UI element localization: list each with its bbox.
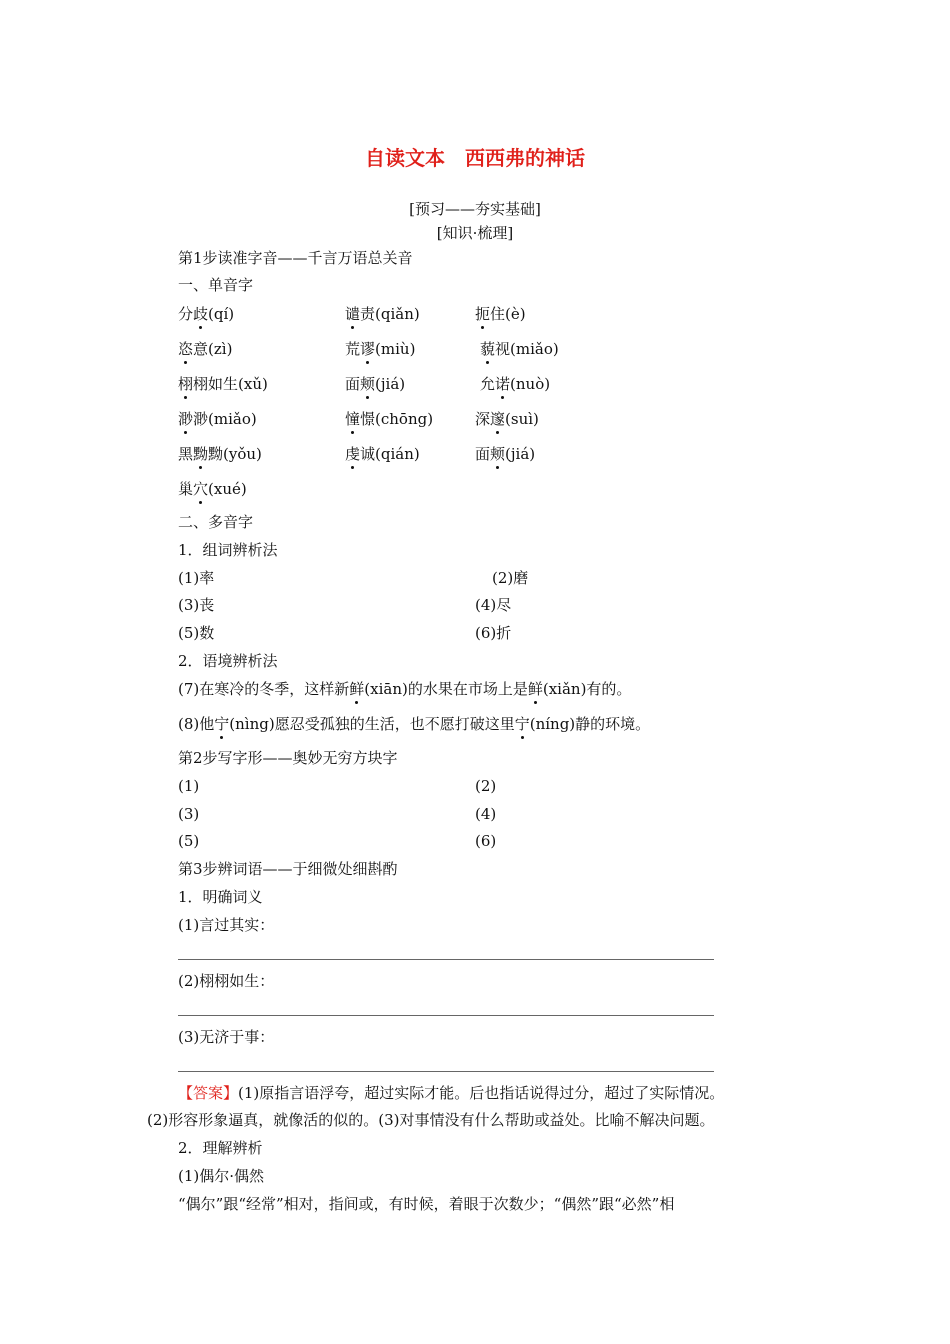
step3-heading: 第3步辨词语——于细微处细斟酌 [178,860,398,878]
multi-item: (1)率 [178,569,215,587]
sound-item: 分歧(qí) [178,305,235,323]
multi-item: (2)磨 [492,569,529,587]
single-sound-heading: 一、单音字 [178,276,254,294]
compare-text: “偶尔”跟“经常”相对，指间或，有时候，着眼于次数少；“偶然”跟“必然”相 [178,1195,675,1213]
sound-item: 巢穴(xué) [178,480,247,498]
compare-title: 2．理解辨析 [178,1139,263,1157]
step2-item: (3) [178,805,200,823]
multi-item: (6)折 [475,624,512,642]
sound-item: 渺渺(miǎo) [178,410,257,428]
method2-title: 2．语境辨析法 [178,652,278,670]
context-sentence: (7)在寒冷的冬季，这样新鲜(xiān)的水果在市场上是鲜(xiǎn)有的。 [178,680,632,698]
step2-heading: 第2步写字形——奥妙无穷方块字 [178,749,398,767]
answer-line: (2)形容形象逼真，就像活的似的。(3)对事情没有什么帮助或益处。比喻不解决问题。 [147,1111,715,1129]
define-item: (3)无济于事： [178,1028,275,1046]
multi-item: (5)数 [178,624,215,642]
multi-item: (3)丧 [178,596,215,614]
answer-tag: 【答案】 [178,1084,239,1102]
context-sentence: (8)他宁(nìng)愿忍受孤独的生活，也不愿打破这里宁(níng)静的环境。 [178,715,651,733]
answer-blank-line [178,1071,714,1072]
step2-item: (4) [475,805,497,823]
page-title: 自读文本 西西弗的神话 [365,146,585,170]
answer-blank-line [178,1015,714,1016]
multi-sound-heading: 二、多音字 [178,513,254,531]
step2-item: (2) [475,777,497,795]
step2-item: (1) [178,777,200,795]
multi-item: (4)尽 [475,596,512,614]
sound-item: 憧憬(chōng) [345,410,434,428]
define-item: (1)言过其实： [178,916,275,934]
step1-heading: 第1步读准字音——千言万语总关音 [178,249,413,267]
sound-item: 允诺(nuò) [480,375,551,393]
sound-item: 谴责(qiǎn) [345,305,420,323]
sound-item: 虔诚(qián) [345,445,420,463]
sound-item: 深邃(suì) [475,410,539,428]
sound-item: 荒谬(miù) [345,340,416,358]
define-item: (2)栩栩如生： [178,972,275,990]
method1-title: 1．组词辨析法 [178,541,278,559]
sound-item: 面颊(jiá) [475,445,536,463]
answer-blank-line [178,959,714,960]
section-heading-knowledge: [知识·梳理] [436,224,514,242]
sound-item: 扼住(è) [475,305,526,323]
section-heading-preview: [预习——夯实基础] [409,200,541,218]
sound-item: 藐视(miǎo) [480,340,559,358]
step2-item: (5) [178,832,200,850]
sound-item: 恣意(zì) [178,340,233,358]
sound-item: 栩栩如生(xǔ) [178,375,268,393]
define-title: 1．明确词义 [178,888,263,906]
sound-item: 面颊(jiá) [345,375,406,393]
step2-item: (6) [475,832,497,850]
compare-subtitle: (1)偶尔·偶然 [178,1167,265,1185]
answer-line: 【答案】(1)原指言语浮夸，超过实际才能。后也指话说得过分，超过了实际情况。 [178,1084,725,1102]
sound-item: 黑黝黝(yǒu) [178,445,262,463]
